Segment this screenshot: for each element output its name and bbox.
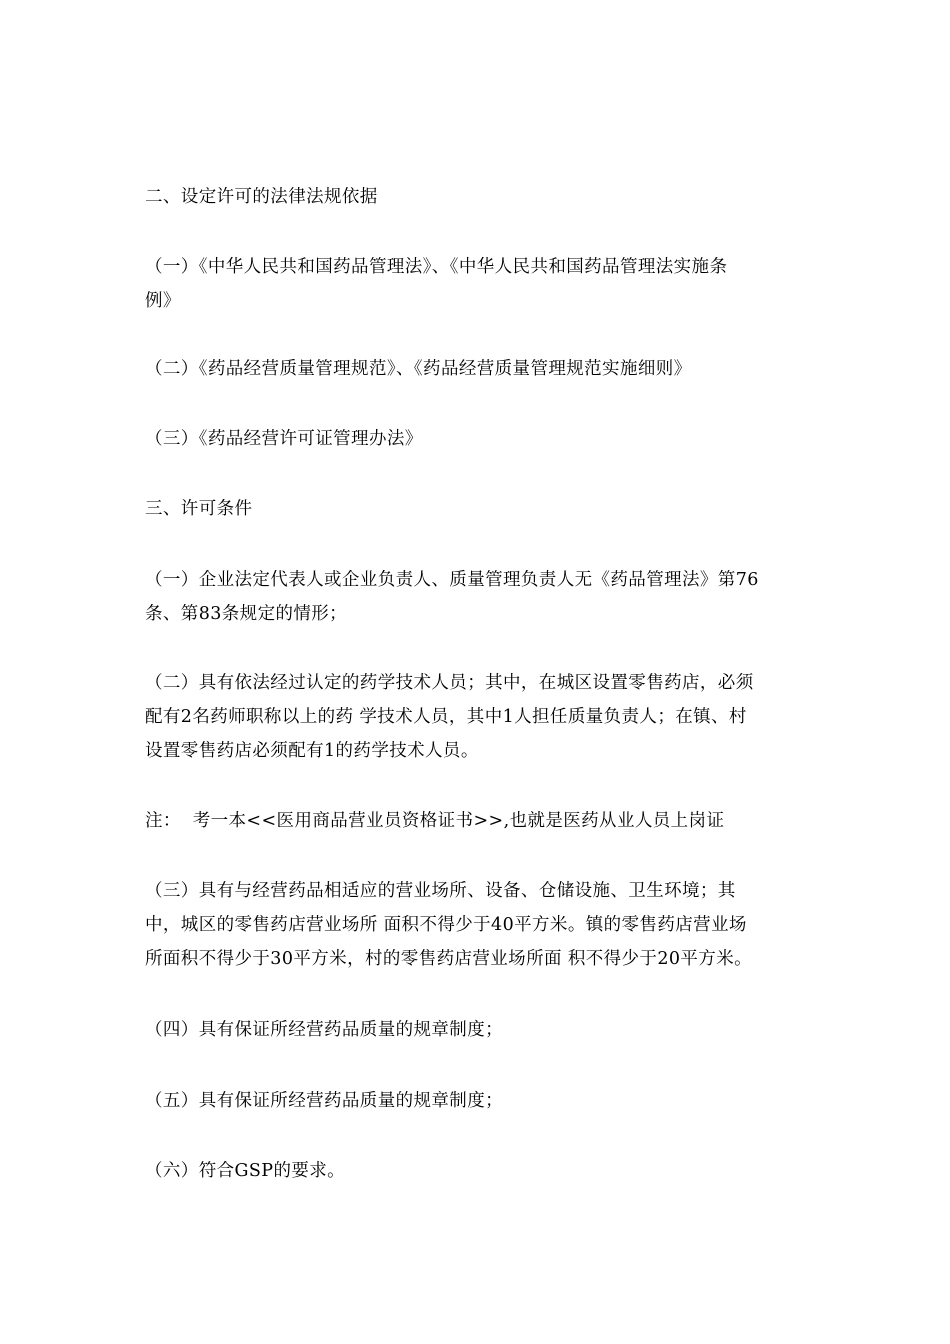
law-item-1-line-2: 例》	[145, 291, 181, 311]
condition-item-4-text: （四）具有保证所经营药品质量的规章制度；	[145, 1020, 503, 1040]
section-heading-legal-basis	[145, 180, 810, 214]
condition-item-3-line-3: 所面积不得少于30平方米，村的零售药店营业场所面 积不得少于20平方米。	[145, 949, 752, 969]
note-text: 注： 考一本<<医用商品营业员资格证书>>,也就是医药从业人员上岗证	[145, 811, 725, 831]
condition-item-5-text: （五）具有保证所经营药品质量的规章制度；	[145, 1091, 503, 1111]
condition-item-2-line-1: （二）具有依法经过认定的药学技术人员；其中，在城区设置零售药店，必须	[145, 673, 754, 693]
condition-item-2	[145, 666, 810, 768]
law-item-1	[145, 250, 810, 318]
condition-item-3-line-1: （三）具有与经营药品相适应的营业场所、设备、仓储设施、卫生环境；其	[145, 881, 736, 901]
law-item-3-text: （三）《药品经营许可证管理办法》	[145, 429, 423, 449]
section-heading-conditions	[145, 492, 810, 526]
condition-item-6	[145, 1154, 810, 1188]
condition-item-5	[145, 1084, 810, 1118]
law-item-1-line-1: （一）《中华人民共和国药品管理法》、《中华人民共和国药品管理法实施条	[145, 257, 728, 277]
condition-item-1-line-1: （一）企业法定代表人或企业负责人、质量管理负责人无《药品管理法》第76	[145, 570, 759, 590]
condition-item-2-line-2: 配有2名药师职称以上的药 学技术人员，其中1人担任质量负责人；在镇、村	[145, 707, 747, 727]
condition-item-3	[145, 874, 810, 976]
condition-item-1	[145, 563, 810, 631]
law-item-2	[145, 352, 810, 386]
section-heading-text: 三、许可条件	[145, 499, 253, 519]
law-item-2-text: （二）《药品经营质量管理规范》、《药品经营质量管理规范实施细则》	[145, 359, 692, 379]
note	[145, 804, 810, 838]
section-heading-text: 二、设定许可的法律法规依据	[145, 187, 378, 207]
law-item-3	[145, 422, 810, 456]
condition-item-3-line-2: 中，城区的零售药店营业场所 面积不得少于40平方米。镇的零售药店营业场	[145, 915, 747, 935]
condition-item-2-line-3: 设置零售药店必须配有1的药学技术人员。	[145, 741, 479, 761]
condition-item-1-line-2: 条、第83条规定的情形；	[145, 604, 348, 624]
condition-item-6-text: （六）符合GSP的要求。	[145, 1161, 346, 1181]
condition-item-4	[145, 1013, 810, 1047]
